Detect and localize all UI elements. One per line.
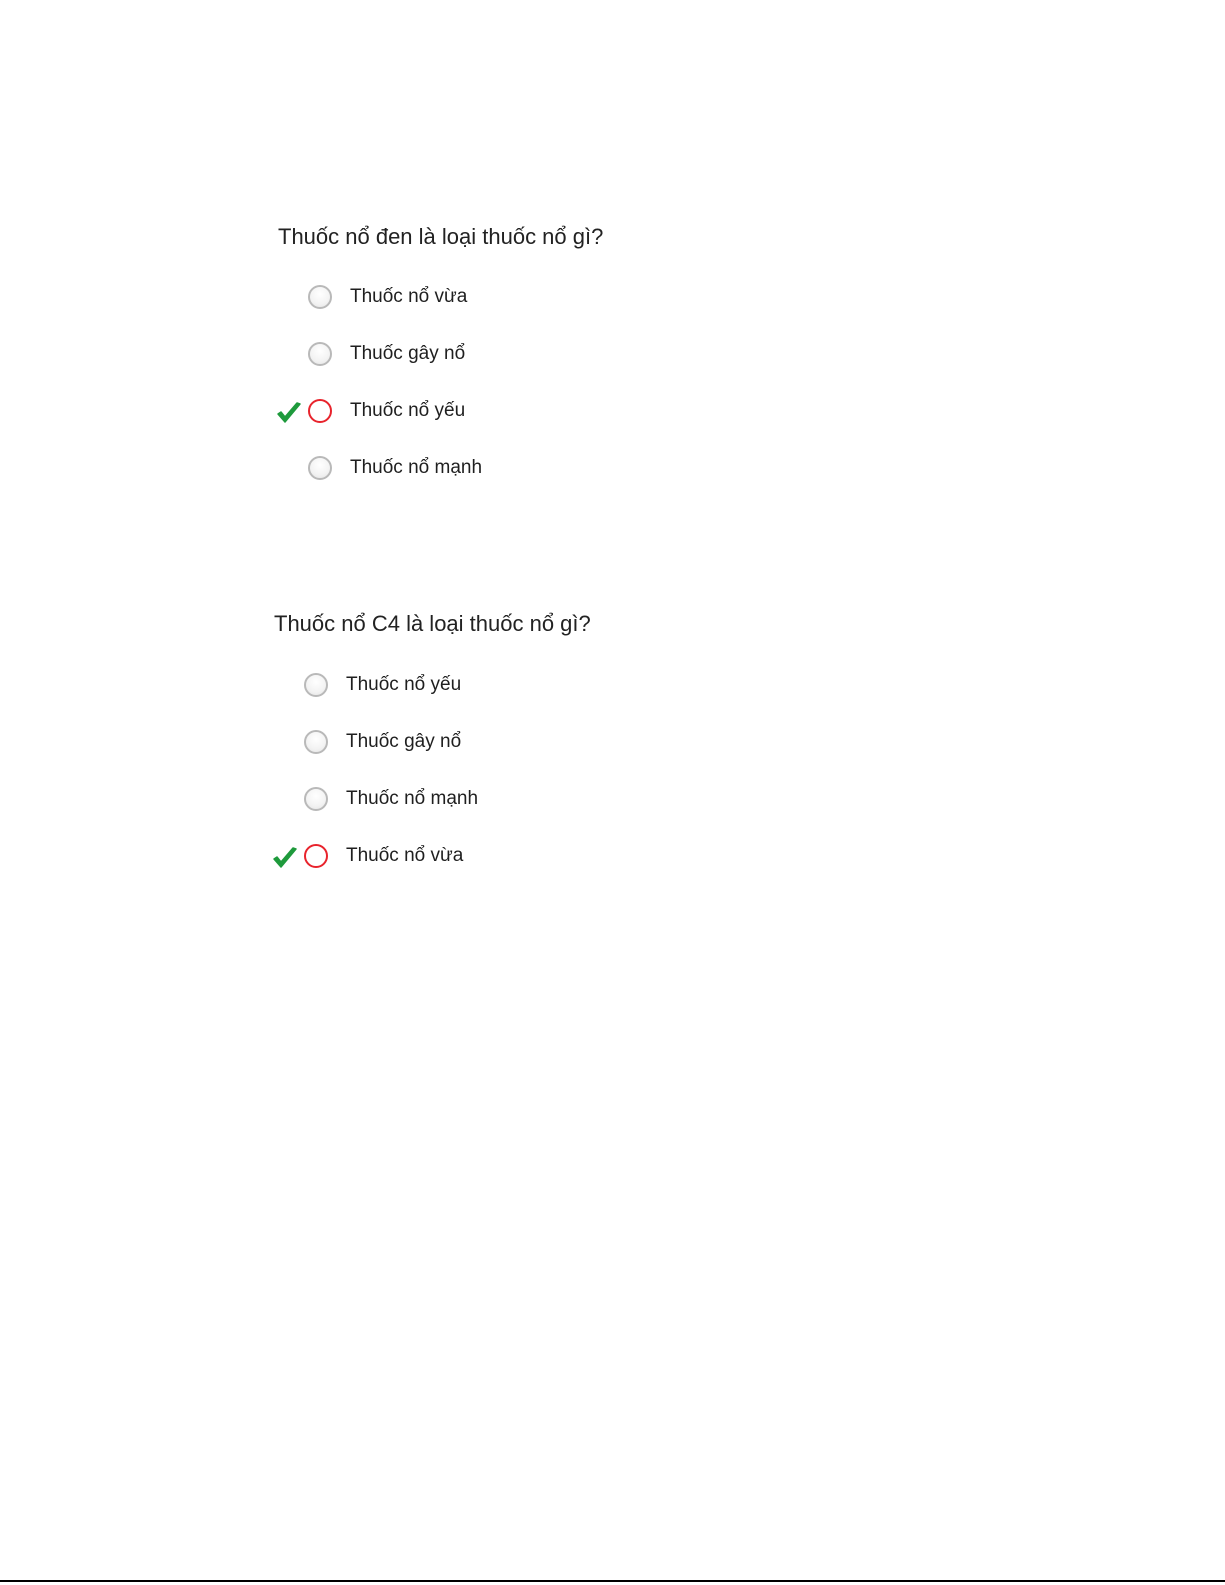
radio-icon[interactable] bbox=[308, 456, 332, 480]
option-1[interactable] bbox=[274, 672, 674, 702]
radio-icon[interactable] bbox=[308, 399, 332, 423]
radio-icon[interactable] bbox=[304, 787, 328, 811]
radio-icon[interactable] bbox=[308, 342, 332, 366]
option-2[interactable] bbox=[278, 341, 678, 371]
option-2[interactable] bbox=[274, 729, 674, 759]
option-label: Thuốc nổ vừa bbox=[350, 286, 468, 307]
option-1[interactable] bbox=[278, 284, 678, 314]
option-3[interactable] bbox=[274, 786, 674, 816]
radio-icon[interactable] bbox=[308, 285, 332, 309]
option-label: Thuốc nổ vừa bbox=[346, 845, 464, 866]
option-label: Thuốc nổ mạnh bbox=[346, 788, 479, 809]
option-label: Thuốc nổ yếu bbox=[350, 400, 466, 421]
question-title: Thuốc nổ C4 là loại thuốc nổ gì? bbox=[274, 611, 591, 636]
question-2 bbox=[274, 609, 591, 866]
question-1 bbox=[278, 222, 604, 478]
radio-icon[interactable] bbox=[304, 844, 328, 868]
page-bottom-rule bbox=[0, 1580, 1225, 1582]
option-label: Thuốc nổ mạnh bbox=[350, 457, 483, 478]
question-title: Thuốc nổ đen là loại thuốc nổ gì? bbox=[278, 224, 604, 249]
option-4[interactable] bbox=[274, 843, 674, 873]
option-label: Thuốc nổ yếu bbox=[346, 674, 462, 695]
radio-icon[interactable] bbox=[304, 730, 328, 754]
option-label: Thuốc gây nổ bbox=[346, 731, 462, 752]
option-label: Thuốc gây nổ bbox=[350, 343, 466, 364]
radio-icon[interactable] bbox=[304, 673, 328, 697]
check-icon bbox=[272, 846, 298, 870]
option-4[interactable] bbox=[278, 455, 678, 485]
option-3[interactable] bbox=[278, 398, 678, 428]
check-icon bbox=[276, 401, 302, 425]
